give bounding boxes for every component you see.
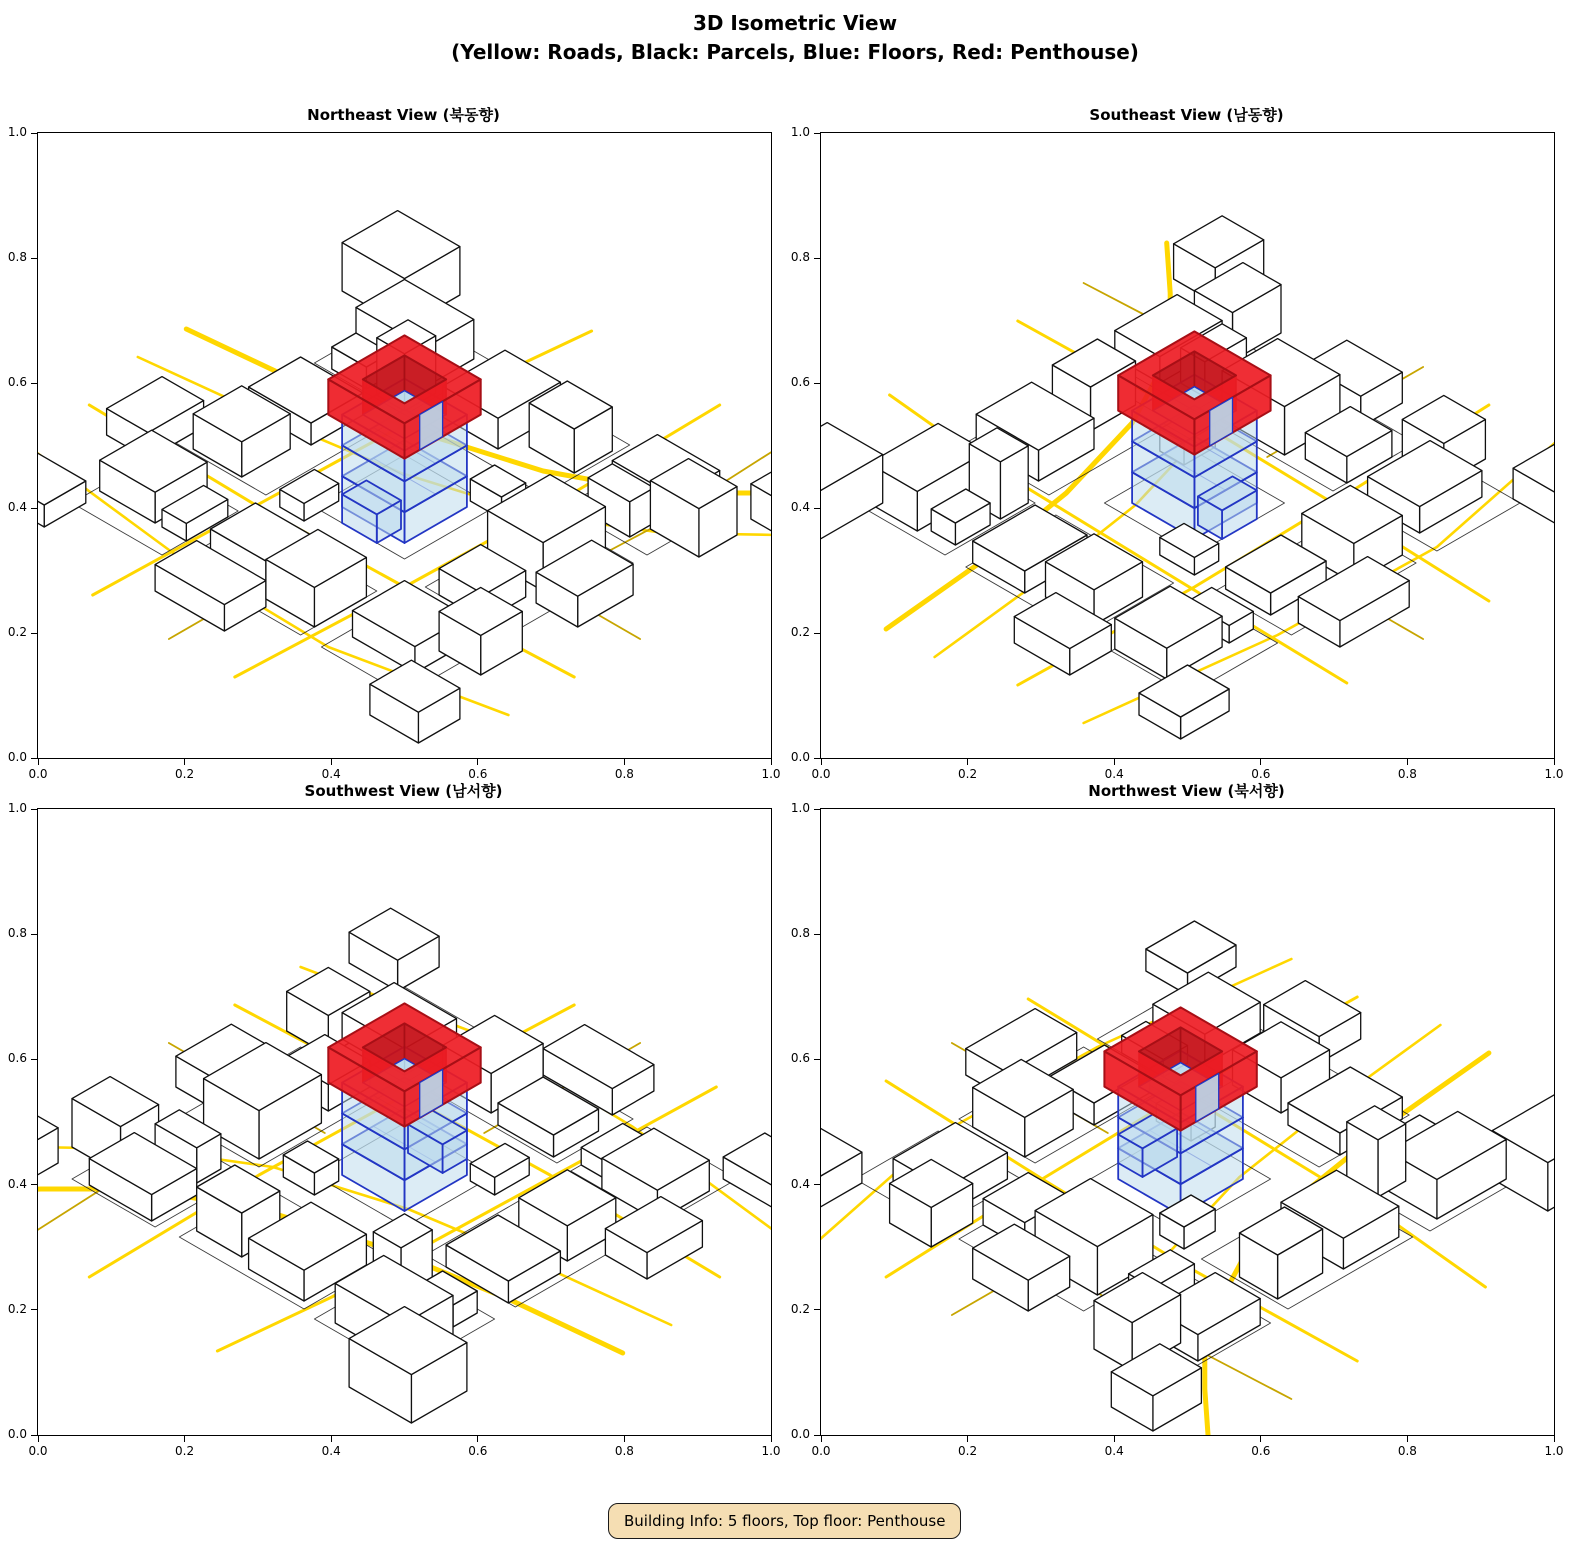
x-tick-label: 0.2 [958, 1444, 978, 1458]
x-tick-label: 0.2 [958, 767, 978, 781]
y-tick-label: 0.6 [7, 375, 27, 389]
y-tick-mark [31, 758, 37, 759]
x-tick-mark [477, 1436, 478, 1442]
x-tick-label: 0.2 [175, 1444, 195, 1458]
y-tick-label: 0.4 [7, 1176, 27, 1191]
y-tick-label: 0.8 [790, 250, 810, 264]
figure-title-line1: 3D Isometric View [692, 11, 898, 35]
y-tick-label: 0.0 [790, 1427, 810, 1441]
x-tick-label: 1.0 [761, 767, 781, 781]
y-tick-mark [814, 258, 820, 259]
x-tick-mark [967, 1436, 968, 1442]
scene-northwest-view [821, 809, 1554, 1435]
x-tick-mark [477, 759, 478, 765]
y-tick-mark [814, 1059, 820, 1060]
y-tick-mark [31, 809, 37, 810]
x-tick-label: 0.4 [1104, 767, 1124, 781]
x-tick-mark [821, 1436, 822, 1442]
y-tick-mark [31, 633, 37, 634]
y-tick-label: 1.0 [790, 801, 810, 815]
y-tick-label: 0.0 [7, 750, 27, 764]
plot-southeast [790, 125, 1564, 781]
figure-title-line2: (Yellow: Roads, Black: Parcels, Blue: Floors, Red: Penthouse) [451, 40, 1139, 64]
y-tick-mark [31, 258, 37, 259]
x-tick-label: 0.6 [1251, 1444, 1271, 1458]
x-tick-mark [331, 1436, 332, 1442]
x-tick-mark [1407, 1436, 1408, 1442]
y-tick-label: 0.2 [7, 625, 27, 639]
x-tick-label: 0.8 [614, 1444, 634, 1458]
x-tick-mark [1114, 1436, 1115, 1442]
building-info-box: Building Info: 5 floors, Top floor: Penthouse [608, 1503, 961, 1539]
y-tick-mark [814, 758, 820, 759]
x-tick-label: 0.8 [1397, 1444, 1417, 1458]
y-tick-label: 0.2 [7, 1301, 27, 1316]
y-tick-label: 1.0 [7, 801, 27, 815]
x-tick-label: 0.0 [811, 767, 831, 781]
y-tick-mark [814, 1309, 820, 1310]
y-tick-label: 1.0 [7, 125, 27, 139]
x-tick-mark [38, 759, 39, 765]
x-tick-mark [1554, 1436, 1555, 1442]
scene-southwest-view [38, 809, 771, 1435]
plot-northwest [790, 801, 1564, 1458]
y-tick-label: 0.2 [790, 625, 810, 639]
y-tick-mark [31, 1059, 37, 1060]
y-tick-mark [31, 1309, 37, 1310]
y-tick-mark [31, 133, 37, 134]
x-tick-label: 0.8 [614, 767, 634, 781]
y-tick-mark [31, 508, 37, 509]
plot-northeast [7, 125, 781, 781]
y-tick-mark [31, 1435, 37, 1436]
x-tick-mark [821, 759, 822, 765]
y-tick-label: 0.2 [790, 1301, 810, 1316]
y-tick-label: 0.0 [790, 750, 810, 764]
x-tick-label: 1.0 [761, 1444, 781, 1458]
x-tick-mark [1114, 759, 1115, 765]
x-tick-label: 1.0 [1544, 767, 1564, 781]
x-tick-mark [1260, 759, 1261, 765]
x-tick-mark [331, 759, 332, 765]
x-tick-label: 0.4 [321, 1444, 341, 1458]
panel-title-northwest: Northwest View (북서향) [1088, 782, 1285, 800]
x-tick-label: 0.0 [28, 767, 48, 781]
x-tick-mark [624, 1436, 625, 1442]
x-tick-mark [184, 1436, 185, 1442]
y-tick-label: 0.8 [790, 926, 810, 941]
y-tick-label: 0.8 [7, 926, 27, 941]
panel-title-southeast: Southeast View (남동향) [1089, 106, 1284, 124]
y-tick-mark [814, 1435, 820, 1436]
plot-southwest [7, 801, 781, 1458]
panel-title-southwest: Southwest View (남서향) [304, 782, 503, 800]
figure-title [0, 9, 1590, 67]
y-tick-label: 0.0 [7, 1427, 27, 1441]
y-tick-label: 0.6 [790, 1051, 810, 1066]
y-tick-mark [31, 1184, 37, 1185]
y-tick-mark [814, 1184, 820, 1185]
x-tick-label: 0.6 [468, 1444, 488, 1458]
x-tick-mark [1554, 759, 1555, 765]
y-tick-mark [814, 633, 820, 634]
y-tick-mark [814, 809, 820, 810]
y-tick-mark [814, 383, 820, 384]
y-tick-label: 0.4 [7, 500, 27, 514]
panel-title-northeast: Northeast View (북동향) [307, 106, 500, 124]
y-tick-mark [31, 383, 37, 384]
y-tick-label: 0.8 [7, 250, 27, 264]
y-tick-label: 0.4 [790, 500, 810, 514]
x-tick-label: 1.0 [1544, 1444, 1564, 1458]
x-tick-label: 0.4 [1104, 1444, 1124, 1458]
x-tick-mark [38, 1436, 39, 1442]
scene-northeast-view [38, 133, 771, 758]
y-tick-mark [814, 508, 820, 509]
x-tick-mark [1407, 759, 1408, 765]
y-tick-label: 0.4 [790, 1176, 810, 1191]
y-tick-mark [814, 133, 820, 134]
y-tick-label: 0.6 [790, 375, 810, 389]
x-tick-label: 0.6 [468, 767, 488, 781]
x-tick-mark [624, 759, 625, 765]
scene-southeast-view [821, 133, 1554, 758]
y-tick-label: 1.0 [790, 125, 810, 139]
x-tick-label: 0.2 [175, 767, 195, 781]
x-tick-mark [184, 759, 185, 765]
x-tick-label: 0.8 [1397, 767, 1417, 781]
x-tick-mark [967, 759, 968, 765]
x-tick-label: 0.0 [811, 1444, 831, 1458]
x-tick-label: 0.0 [28, 1444, 48, 1458]
y-tick-mark [814, 934, 820, 935]
x-tick-mark [1260, 1436, 1261, 1442]
y-tick-label: 0.6 [7, 1051, 27, 1066]
x-tick-label: 0.6 [1251, 767, 1271, 781]
x-tick-label: 0.4 [321, 767, 341, 781]
y-tick-mark [31, 934, 37, 935]
